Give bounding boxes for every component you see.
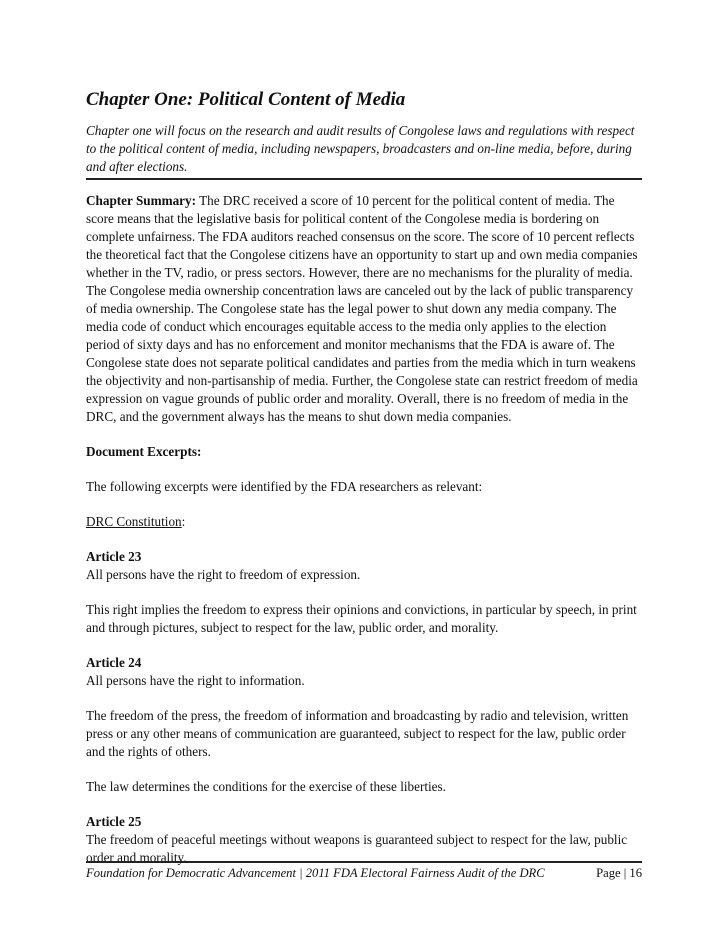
article-23-line-1: All persons have the right to freedom of expression. — [86, 567, 361, 582]
excerpts-heading: Document Excerpts: — [86, 444, 202, 459]
footer-title: Foundation for Democratic Advancement | 2011 FDA Electoral Fairness Audit of the DRC — [86, 866, 545, 880]
article-23-line-2: This right implies the freedom to express their opinions and convictions, in particular by speech, in print and through pictures, subject to respect for the law, public order, and morality. — [86, 602, 637, 635]
summary-label: Chapter Summary: — [86, 193, 197, 208]
excerpts-intro: The following excerpts were identified by the FDA researchers as relevant: — [86, 479, 483, 494]
article-24-line-3: The law determines the conditions for the exercise of these liberties. — [86, 779, 446, 794]
article-24-title: Article 24 — [86, 655, 142, 670]
chapter-summary — [86, 192, 642, 426]
article-24-line-1: All persons have the right to information. — [86, 673, 305, 688]
document-page — [86, 88, 642, 867]
constitution-label — [86, 513, 642, 531]
article-25-line-1: The freedom of peaceful meetings without weapons is guaranteed subject to respect for the law, public order and morality. — [86, 832, 628, 865]
footer-divider — [86, 861, 642, 863]
page-footer — [86, 866, 642, 881]
article-25-title: Article 25 — [86, 814, 142, 829]
constitution-colon: : — [181, 514, 186, 529]
chapter-title: Chapter One: Political Content of Media — [86, 89, 406, 110]
chapter-intro: Chapter one will focus on the research and audit results of Congolese laws and regulations with respect to the political content of media, including newspapers, broadcasters and on-line media, before, during and after elections. — [86, 122, 642, 180]
article-24-line-2: The freedom of the press, the freedom of information and broadcasting by radio and television, written press or any other means of communication are guaranteed, subject to respect for the law, public order and the rights of others. — [86, 708, 629, 759]
footer-page-number: Page | 16 — [596, 866, 642, 880]
article-23-title: Article 23 — [86, 549, 142, 564]
summary-text: The DRC received a score of 10 percent for the political content of media. The score means that the legislative basis for political content of the Congolese media is bordering on complete unfairness. The FDA auditors reached consensus on the score. The score of 10 percent reflects the theoretical fact that the Congolese citizens have an opportunity to start up and own media companies whether in the TV, radio, or press sectors. However, there are no mechanisms for the plurality of media. The Congolese media ownership concentration laws are canceled out by the lack of public transparency of media ownership. The Congolese state has the legal power to shut down any media company. The media code of conduct which encourages equitable access to the media only applies to the election period of sixty days and has no enforcement and monitor mechanisms that the FDA is aware of. The Congolese state does not separate political candidates and parties from the media which in turn weakens the objectivity and non-partisanship of media. Further, the Congolese state can restrict freedom of media expression on vague grounds of public order and morality. Overall, there is no freedom of media in the DRC, and the government always has the means to shut down media companies. — [86, 193, 638, 424]
constitution-label-text: DRC Constitution — [86, 514, 182, 529]
